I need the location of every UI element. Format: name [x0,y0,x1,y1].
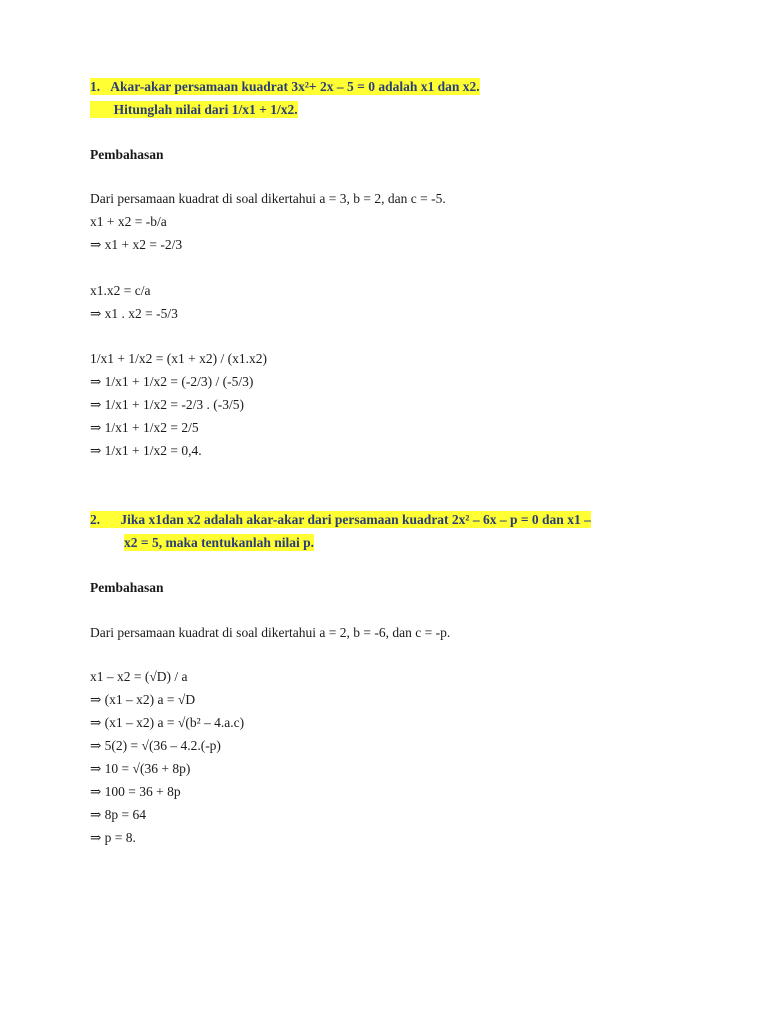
problem-2-step: ⇒ 8p = 64 [90,807,147,822]
problem-2-question-text: Jika x1dan x2 adalah akar-akar dari persamaan kuadrat 2x² – 6x – p = 0 dan x1 – [120,512,591,527]
problem-1-step: 1/x1 + 1/x2 = (x1 + x2) / (x1.x2) [90,351,267,366]
problem-1-step: ⇒ 1/x1 + 1/x2 = -2/3 . (-3/5) [90,397,245,412]
problem-2-step: Dari persamaan kuadrat di soal dikertahui a = 2, b = -6, dan c = -p. [90,625,451,640]
problem-2-step: ⇒ p = 8. [90,830,136,845]
problem-2-step: ⇒ (x1 – x2) a = √(b² – 4.a.c) [90,715,245,730]
problem-1-heading: Pembahasan [90,147,164,162]
problem-1-step: Dari persamaan kuadrat di soal dikertahui a = 3, b = 2, dan c = -5. [90,191,446,206]
problem-1-step: ⇒ x1 + x2 = -2/3 [90,237,183,252]
problem-1-statement-line-1 [90,78,480,96]
problem-1-step: x1.x2 = c/a [90,283,151,298]
problem-2-step: ⇒ (x1 – x2) a = √D [90,692,196,707]
problem-1-step: ⇒ 1/x1 + 1/x2 = 0,4. [90,443,202,458]
problem-1-statement-line-2 [90,101,298,119]
problem-2-step: ⇒ 10 = √(36 + 8p) [90,761,191,776]
problem-2-statement-line-2 [124,534,314,552]
problem-1-question-text-2: Hitunglah nilai dari 1/x1 + 1/x2. [113,102,298,117]
problem-2-step: x1 – x2 = (√D) / a [90,669,188,684]
problem-1-question-text: Akar-akar persamaan kuadrat 3x²+ 2x – 5 = 0 adalah x1 dan x2. [110,79,480,94]
problem-2-step: ⇒ 100 = 36 + 8p [90,784,181,799]
problem-2-question-text-2: x2 = 5, maka tentukanlah nilai p. [124,535,314,550]
problem-2-step: ⇒ 5(2) = √(36 – 4.2.(-p) [90,738,221,753]
problem-2-statement-line-1 [90,511,591,529]
problem-1-step: ⇒ 1/x1 + 1/x2 = 2/5 [90,420,199,435]
problem-2-heading: Pembahasan [90,580,164,595]
problem-1-step: ⇒ 1/x1 + 1/x2 = (-2/3) / (-5/3) [90,374,254,389]
problem-1-step: ⇒ x1 . x2 = -5/3 [90,306,178,321]
problem-1-number: 1. [90,79,101,94]
problem-1-step: x1 + x2 = -b/a [90,214,167,229]
problem-2-number: 2. [90,512,101,527]
